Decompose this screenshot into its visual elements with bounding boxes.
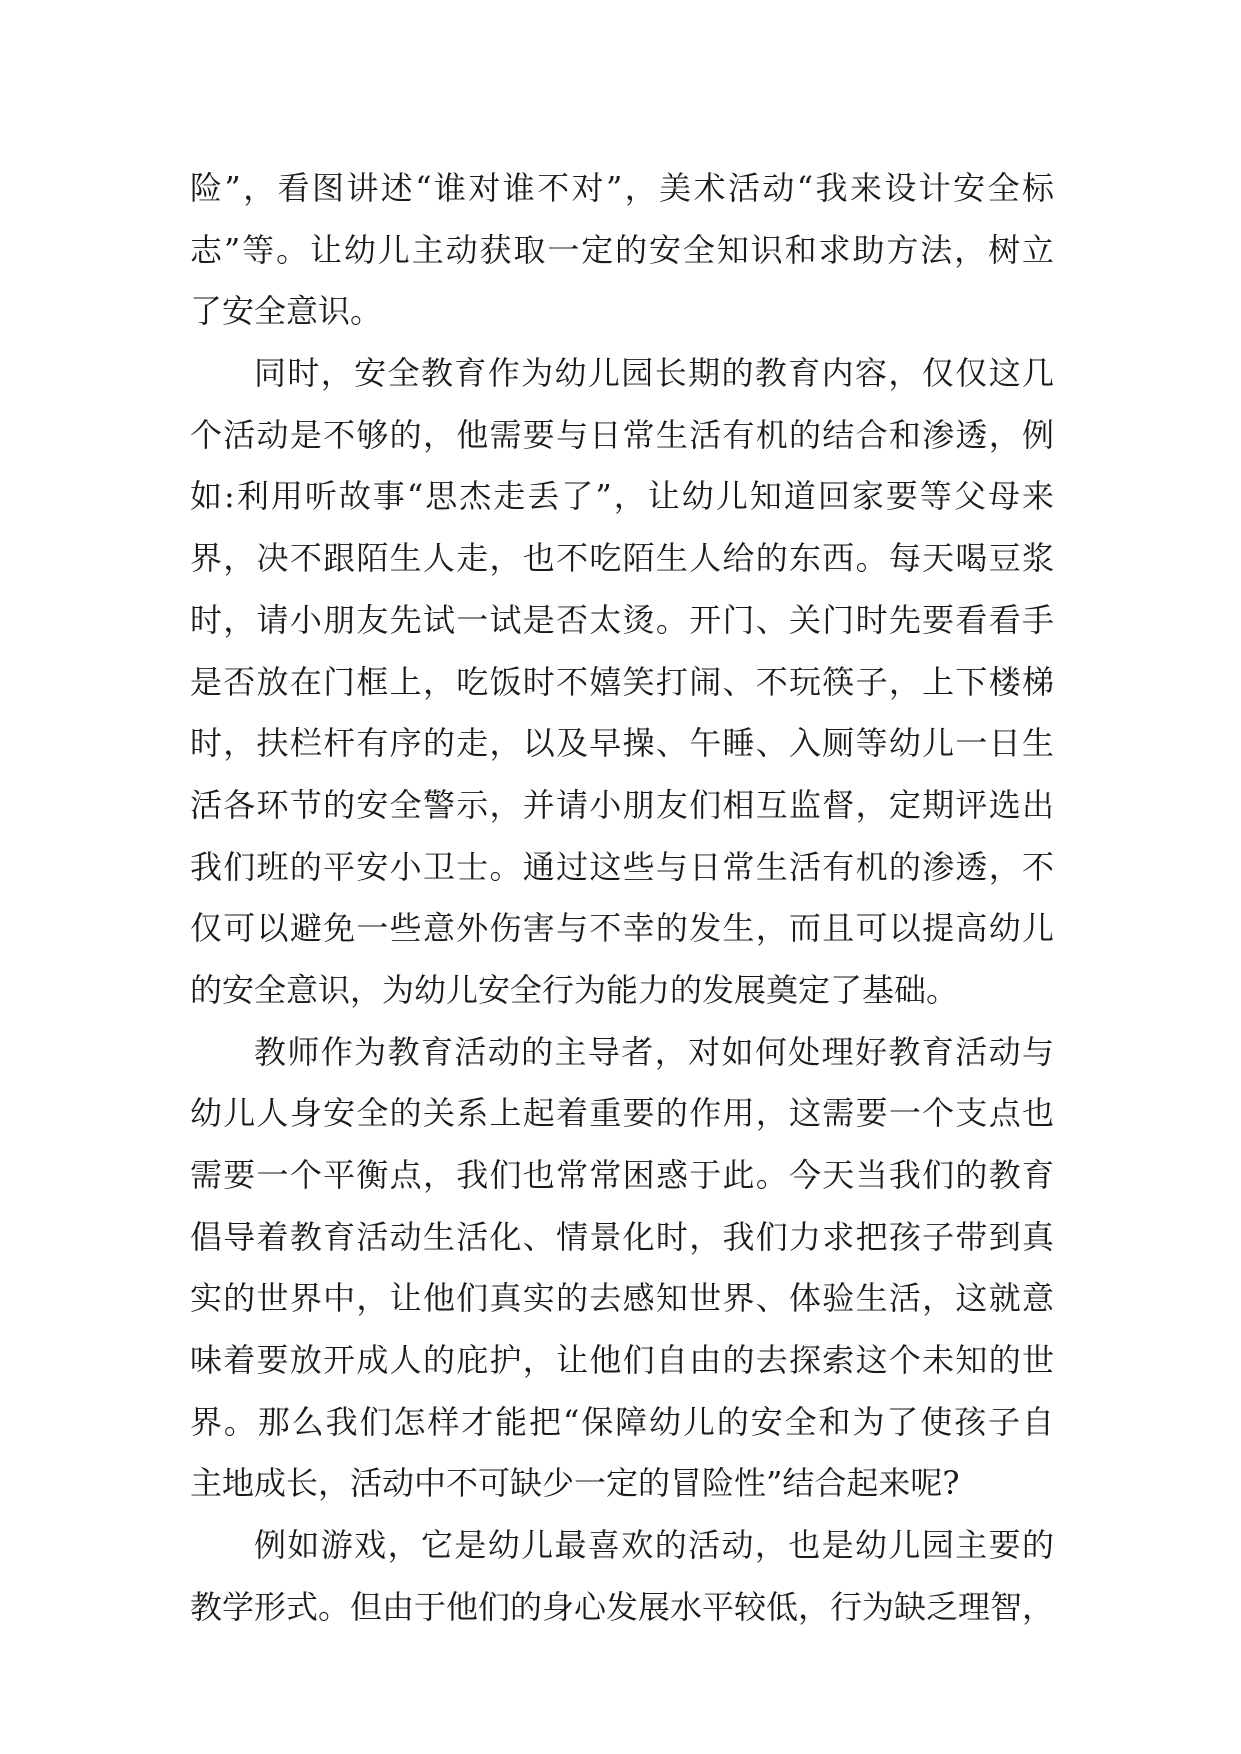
text-line: 幼儿人身安全的关系上起着重要的作用，这需要一个支点也 xyxy=(190,1094,1054,1133)
text-line: 志”等。让幼儿主动获取一定的安全知识和求助方法，树立 xyxy=(190,230,1054,269)
text-line: 险”，看图讲述“谁对谁不对”，美术活动“我来设计安全标 xyxy=(190,169,1054,207)
text-line: 界。那么我们怎样才能把“保障幼儿的安全和为了使孩子自 xyxy=(190,1402,1054,1441)
text-line: 同时，安全教育作为幼儿园长期的教育内容，仅仅这几 xyxy=(254,354,1054,393)
text-line: 活各环节的安全警示，并请小朋友们相互监督，定期评选出 xyxy=(190,785,1054,824)
text-line: 是否放在门框上，吃饭时不嬉笑打闹、不玩筷子，上下楼梯 xyxy=(190,662,1054,701)
text-line: 我们班的平安小卫士。通过这些与日常生活有机的渗透，不 xyxy=(190,847,1054,886)
text-line: 的安全意识，为幼儿安全行为能力的发展奠定了基础。 xyxy=(190,970,959,1009)
paragraph-1 xyxy=(190,158,1054,343)
text-line: 仅可以避免一些意外伤害与不幸的发生，而且可以提高幼儿 xyxy=(190,909,1054,948)
text-line: 如:利用听故事“思杰走丢了”，让幼儿知道回家要等父母来 xyxy=(190,477,1054,516)
text-line: 个活动是不够的，他需要与日常生活有机的结合和渗透，例 xyxy=(190,415,1054,454)
paragraph-2 xyxy=(190,343,1054,1022)
body-text xyxy=(190,158,1054,1639)
paragraph-4 xyxy=(190,1515,1054,1638)
text-line: 界，决不跟陌生人走，也不吃陌生人给的东西。每天喝豆浆 xyxy=(190,539,1054,578)
text-line: 教师作为教育活动的主导者，对如何处理好教育活动与 xyxy=(254,1032,1054,1071)
text-line: 实的世界中，让他们真实的去感知世界、体验生活，这就意 xyxy=(190,1279,1054,1318)
text-line: 了安全意识。 xyxy=(190,292,383,331)
text-line: 时，扶栏杆有序的走，以及早操、午睡、入厕等幼儿一日生 xyxy=(190,724,1054,763)
text-line: 教学形式。但由于他们的身心发展水平较低，行为缺乏理智， xyxy=(190,1587,1054,1626)
text-line: 时，请小朋友先试一试是否太烫。开门、关门时先要看看手 xyxy=(190,600,1054,639)
text-line: 味着要放开成人的庇护，让他们自由的去探索这个未知的世 xyxy=(190,1341,1054,1380)
text-line: 例如游戏，它是幼儿最喜欢的活动，也是幼儿园主要的 xyxy=(254,1526,1054,1565)
paragraph-3 xyxy=(190,1022,1054,1516)
text-line: 主地成长，活动中不可缺少一定的冒险性”结合起来呢? xyxy=(190,1464,960,1503)
text-line: 倡导着教育活动生活化、情景化时，我们力求把孩子带到真 xyxy=(190,1217,1054,1256)
text-line: 需要一个平衡点，我们也常常困惑于此。今天当我们的教育 xyxy=(190,1156,1054,1194)
